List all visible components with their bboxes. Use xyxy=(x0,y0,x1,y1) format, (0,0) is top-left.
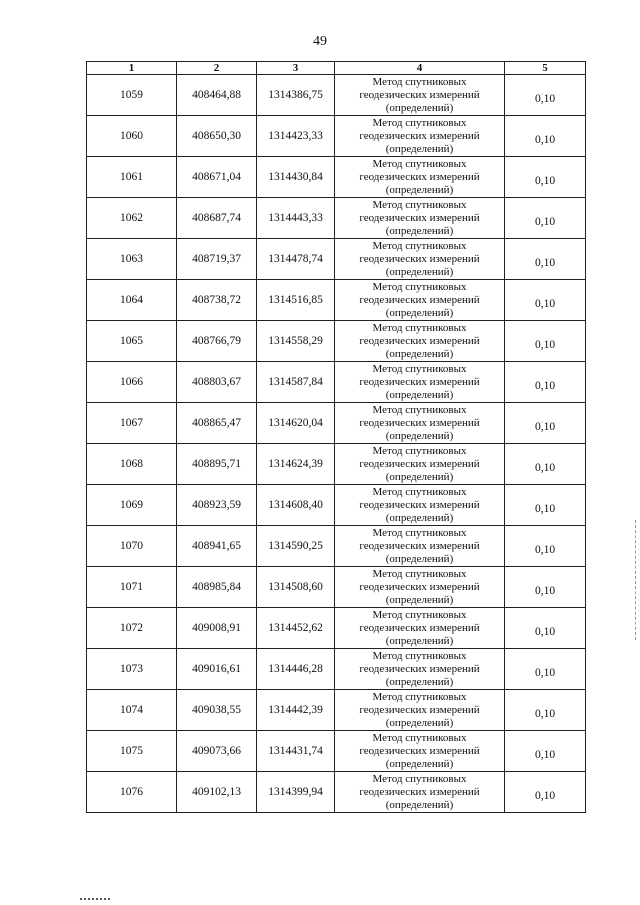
column-header-5: 5 xyxy=(505,62,586,75)
y-coordinate-cell: 1314478,74 xyxy=(257,239,335,280)
method-line: (определений) xyxy=(385,675,454,688)
scan-dots-mark xyxy=(80,898,110,902)
method-line: (определений) xyxy=(385,142,454,155)
method-line: Метод спутниковых xyxy=(372,321,467,334)
point-number-cell: 1061 xyxy=(87,157,177,198)
y-coordinate-cell: 1314516,85 xyxy=(257,280,335,321)
point-number-cell: 1070 xyxy=(87,526,177,567)
method-cell xyxy=(335,649,505,690)
x-coordinate-cell: 408803,67 xyxy=(177,362,257,403)
method-line: Метод спутниковых xyxy=(372,239,467,252)
accuracy-cell: 0,10 xyxy=(505,567,586,608)
y-coordinate-cell: 1314430,84 xyxy=(257,157,335,198)
accuracy-cell: 0,10 xyxy=(505,116,586,157)
method-line: (определений) xyxy=(385,511,454,524)
point-number-cell: 1073 xyxy=(87,649,177,690)
method-line: геодезических измерений xyxy=(359,170,480,183)
method-line: Метод спутниковых xyxy=(372,731,467,744)
accuracy-cell: 0,10 xyxy=(505,649,586,690)
y-coordinate-cell: 1314608,40 xyxy=(257,485,335,526)
point-number-cell: 1059 xyxy=(87,75,177,116)
accuracy-cell: 0,10 xyxy=(505,485,586,526)
table-row xyxy=(87,649,586,690)
method-cell xyxy=(335,321,505,362)
y-coordinate-cell: 1314452,62 xyxy=(257,608,335,649)
method-cell xyxy=(335,116,505,157)
y-coordinate-cell: 1314620,04 xyxy=(257,403,335,444)
x-coordinate-cell: 409102,13 xyxy=(177,772,257,813)
method-cell xyxy=(335,403,505,444)
accuracy-cell: 0,10 xyxy=(505,444,586,485)
point-number-cell: 1062 xyxy=(87,198,177,239)
method-line: (определений) xyxy=(385,593,454,606)
y-coordinate-cell: 1314587,84 xyxy=(257,362,335,403)
accuracy-cell: 0,10 xyxy=(505,690,586,731)
table-row xyxy=(87,567,586,608)
y-coordinate-cell: 1314446,28 xyxy=(257,649,335,690)
method-line: геодезических измерений xyxy=(359,744,480,757)
accuracy-cell: 0,10 xyxy=(505,403,586,444)
method-line: Метод спутниковых xyxy=(372,526,467,539)
point-number-cell: 1063 xyxy=(87,239,177,280)
method-line: Метод спутниковых xyxy=(372,485,467,498)
method-line: (определений) xyxy=(385,224,454,237)
method-line: (определений) xyxy=(385,757,454,770)
column-header-4: 4 xyxy=(335,62,505,75)
method-line: геодезических измерений xyxy=(359,457,480,470)
method-line: (определений) xyxy=(385,552,454,565)
method-cell xyxy=(335,75,505,116)
x-coordinate-cell: 408865,47 xyxy=(177,403,257,444)
method-line: (определений) xyxy=(385,716,454,729)
coordinates-table xyxy=(86,61,586,813)
method-cell xyxy=(335,731,505,772)
method-cell xyxy=(335,485,505,526)
point-number-cell: 1064 xyxy=(87,280,177,321)
scan-edge-mark xyxy=(635,520,637,640)
y-coordinate-cell: 1314431,74 xyxy=(257,731,335,772)
x-coordinate-cell: 408895,71 xyxy=(177,444,257,485)
table-row xyxy=(87,731,586,772)
method-cell xyxy=(335,198,505,239)
accuracy-cell: 0,10 xyxy=(505,772,586,813)
method-line: геодезических измерений xyxy=(359,703,480,716)
method-line: (определений) xyxy=(385,429,454,442)
y-coordinate-cell: 1314590,25 xyxy=(257,526,335,567)
method-line: геодезических измерений xyxy=(359,334,480,347)
method-line: Метод спутниковых xyxy=(372,772,467,785)
method-cell xyxy=(335,239,505,280)
y-coordinate-cell: 1314508,60 xyxy=(257,567,335,608)
method-line: Метод спутниковых xyxy=(372,690,467,703)
accuracy-cell: 0,10 xyxy=(505,731,586,772)
x-coordinate-cell: 408766,79 xyxy=(177,321,257,362)
method-line: геодезических измерений xyxy=(359,375,480,388)
method-line: геодезических измерений xyxy=(359,211,480,224)
y-coordinate-cell: 1314442,39 xyxy=(257,690,335,731)
method-line: Метод спутниковых xyxy=(372,116,467,129)
table-header-row xyxy=(87,62,586,75)
method-line: Метод спутниковых xyxy=(372,567,467,580)
table-row xyxy=(87,608,586,649)
accuracy-cell: 0,10 xyxy=(505,198,586,239)
method-line: (определений) xyxy=(385,101,454,114)
method-cell xyxy=(335,157,505,198)
point-number-cell: 1071 xyxy=(87,567,177,608)
table-row xyxy=(87,526,586,567)
x-coordinate-cell: 408687,74 xyxy=(177,198,257,239)
x-coordinate-cell: 408738,72 xyxy=(177,280,257,321)
column-header-2: 2 xyxy=(177,62,257,75)
table-row xyxy=(87,75,586,116)
method-line: Метод спутниковых xyxy=(372,608,467,621)
table-row xyxy=(87,198,586,239)
point-number-cell: 1074 xyxy=(87,690,177,731)
y-coordinate-cell: 1314558,29 xyxy=(257,321,335,362)
method-line: Метод спутниковых xyxy=(372,444,467,457)
method-line: геодезических измерений xyxy=(359,580,480,593)
table-row xyxy=(87,485,586,526)
point-number-cell: 1069 xyxy=(87,485,177,526)
column-header-1: 1 xyxy=(87,62,177,75)
point-number-cell: 1067 xyxy=(87,403,177,444)
x-coordinate-cell: 409016,61 xyxy=(177,649,257,690)
method-line: геодезических измерений xyxy=(359,252,480,265)
y-coordinate-cell: 1314386,75 xyxy=(257,75,335,116)
page-number: 49 xyxy=(313,34,327,49)
method-line: геодезических измерений xyxy=(359,88,480,101)
method-cell xyxy=(335,526,505,567)
method-line: (определений) xyxy=(385,265,454,278)
method-line: геодезических измерений xyxy=(359,785,480,798)
method-line: Метод спутниковых xyxy=(372,198,467,211)
table-row xyxy=(87,116,586,157)
x-coordinate-cell: 408941,65 xyxy=(177,526,257,567)
point-number-cell: 1068 xyxy=(87,444,177,485)
accuracy-cell: 0,10 xyxy=(505,526,586,567)
point-number-cell: 1072 xyxy=(87,608,177,649)
method-line: геодезических измерений xyxy=(359,621,480,634)
x-coordinate-cell: 409038,55 xyxy=(177,690,257,731)
point-number-cell: 1060 xyxy=(87,116,177,157)
method-cell xyxy=(335,567,505,608)
method-line: (определений) xyxy=(385,634,454,647)
column-header-3: 3 xyxy=(257,62,335,75)
y-coordinate-cell: 1314624,39 xyxy=(257,444,335,485)
method-line: геодезических измерений xyxy=(359,129,480,142)
x-coordinate-cell: 408464,88 xyxy=(177,75,257,116)
table-row xyxy=(87,280,586,321)
table-row xyxy=(87,444,586,485)
point-number-cell: 1076 xyxy=(87,772,177,813)
x-coordinate-cell: 408650,30 xyxy=(177,116,257,157)
method-line: геодезических измерений xyxy=(359,416,480,429)
accuracy-cell: 0,10 xyxy=(505,321,586,362)
method-line: Метод спутниковых xyxy=(372,157,467,170)
method-line: (определений) xyxy=(385,470,454,483)
table-row xyxy=(87,690,586,731)
method-line: (определений) xyxy=(385,306,454,319)
accuracy-cell: 0,10 xyxy=(505,362,586,403)
method-cell xyxy=(335,444,505,485)
method-line: (определений) xyxy=(385,388,454,401)
method-cell xyxy=(335,280,505,321)
method-line: Метод спутниковых xyxy=(372,280,467,293)
method-cell xyxy=(335,608,505,649)
x-coordinate-cell: 408719,37 xyxy=(177,239,257,280)
method-line: геодезических измерений xyxy=(359,539,480,552)
method-line: Метод спутниковых xyxy=(372,403,467,416)
table-row xyxy=(87,362,586,403)
point-number-cell: 1075 xyxy=(87,731,177,772)
x-coordinate-cell: 408671,04 xyxy=(177,157,257,198)
table-body xyxy=(87,75,586,813)
y-coordinate-cell: 1314399,94 xyxy=(257,772,335,813)
accuracy-cell: 0,10 xyxy=(505,239,586,280)
x-coordinate-cell: 408985,84 xyxy=(177,567,257,608)
table-row xyxy=(87,321,586,362)
x-coordinate-cell: 408923,59 xyxy=(177,485,257,526)
point-number-cell: 1065 xyxy=(87,321,177,362)
y-coordinate-cell: 1314423,33 xyxy=(257,116,335,157)
method-line: Метод спутниковых xyxy=(372,649,467,662)
method-line: (определений) xyxy=(385,347,454,360)
method-cell xyxy=(335,690,505,731)
x-coordinate-cell: 409073,66 xyxy=(177,731,257,772)
table-row xyxy=(87,403,586,444)
method-cell xyxy=(335,362,505,403)
method-line: геодезических измерений xyxy=(359,293,480,306)
accuracy-cell: 0,10 xyxy=(505,280,586,321)
y-coordinate-cell: 1314443,33 xyxy=(257,198,335,239)
method-line: геодезических измерений xyxy=(359,498,480,511)
accuracy-cell: 0,10 xyxy=(505,75,586,116)
table-row xyxy=(87,239,586,280)
table-row xyxy=(87,157,586,198)
x-coordinate-cell: 409008,91 xyxy=(177,608,257,649)
method-line: (определений) xyxy=(385,183,454,196)
accuracy-cell: 0,10 xyxy=(505,608,586,649)
method-line: (определений) xyxy=(385,798,454,811)
method-cell xyxy=(335,772,505,813)
table-row xyxy=(87,772,586,813)
accuracy-cell: 0,10 xyxy=(505,157,586,198)
method-line: Метод спутниковых xyxy=(372,362,467,375)
method-line: Метод спутниковых xyxy=(372,75,467,88)
point-number-cell: 1066 xyxy=(87,362,177,403)
method-line: геодезических измерений xyxy=(359,662,480,675)
